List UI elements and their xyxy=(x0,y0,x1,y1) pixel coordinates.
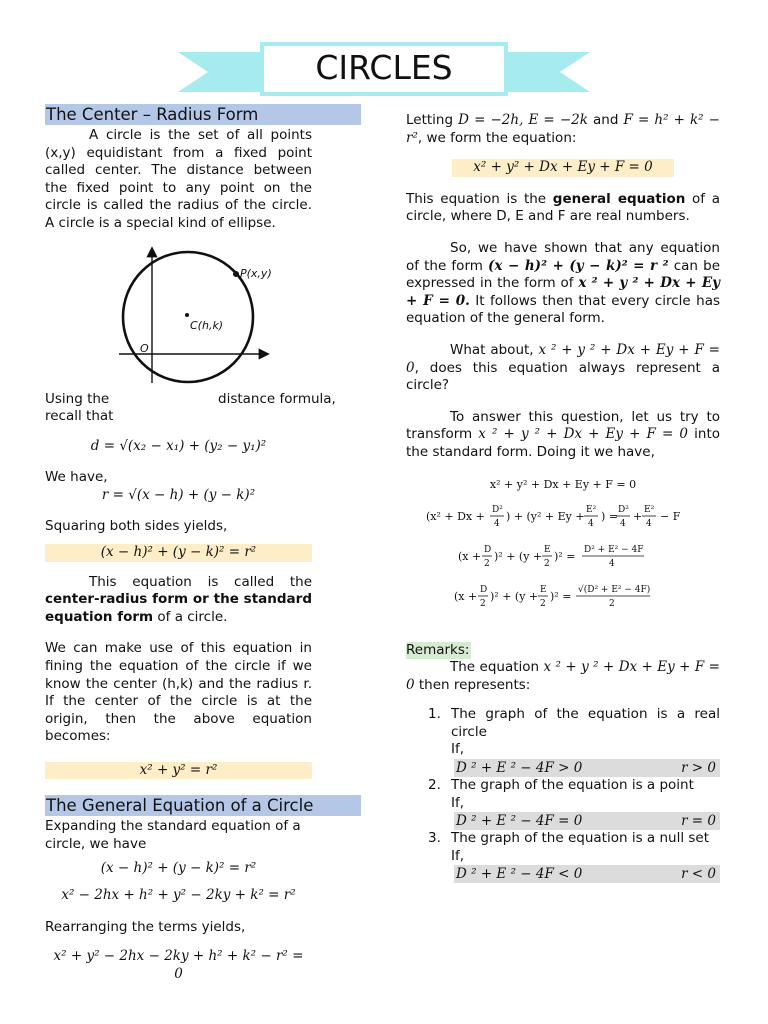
general-equation-box xyxy=(452,159,674,177)
letting-text-a: Letting xyxy=(406,112,459,128)
distance-formula: d = √(x₂ − x₁) + (y₂ − y₁)² xyxy=(90,437,267,454)
radius-formula: r = √(x − h) + (y − k)² xyxy=(101,486,256,503)
svg-text:E²: E² xyxy=(644,504,655,515)
center-label: C(h,k) xyxy=(190,318,224,332)
derivation-svg xyxy=(406,472,720,622)
item-text: The graph of the equation is a real circle xyxy=(451,706,720,740)
svg-text:)² + (y +: )² + (y + xyxy=(490,589,539,603)
what-math: x ² + y ² + Dx + Ey + F = 0 xyxy=(406,341,720,376)
answer-math: x ² + y ² + Dx + Ey + F = 0 xyxy=(478,426,689,443)
use-paragraph: We can make use of this equation in fining the equation of the circle if we know the center (h,k) and the radius r. If the center of the circle is at the origin, then the above equation becomes: xyxy=(45,640,312,745)
what-text-b: , does this equation always represent a circle? xyxy=(406,359,720,394)
list-item xyxy=(406,777,720,812)
called-text-a: This equation is called the xyxy=(89,573,312,590)
what-text-a: What about, xyxy=(450,341,539,358)
svg-text:4: 4 xyxy=(646,518,652,529)
svg-text:E²: E² xyxy=(586,504,597,515)
intro-paragraph: A circle is the set of all points (x,y) equidistant from a fixed point called center. The distance between the fixed point to any point on the circle is called the radius of the circle. A circle is a special kind of ellipse. xyxy=(45,127,312,231)
derive-line-2 xyxy=(426,505,681,529)
remark-text-a: The equation xyxy=(450,659,544,676)
svg-text:) + (y² + Ey +: ) + (y² + Ey + xyxy=(506,509,585,523)
page-title: CIRCLES xyxy=(315,48,453,87)
svg-text:D² + E² − 4F: D² + E² − 4F xyxy=(584,544,644,555)
left-column xyxy=(45,104,336,984)
called-text-bold: center-radius form or the standard equation form xyxy=(45,591,312,625)
answer-text-b: into the standard form. Doing it we have, xyxy=(406,426,720,460)
expand-equation-2: x² − 2hx + h² + y² − 2ky + k² = r² xyxy=(61,887,296,904)
derivation-figure xyxy=(406,472,720,622)
svg-text:D: D xyxy=(480,584,488,595)
svg-text:4: 4 xyxy=(588,518,594,529)
svg-text:)² =: )² = xyxy=(554,549,576,563)
letting-paragraph xyxy=(406,112,720,147)
rearranged-equation: x² + y² − 2hx − 2ky + h² + k² − r² = xyxy=(53,948,304,965)
svg-text:E: E xyxy=(540,584,547,595)
letting-and: and xyxy=(587,112,624,128)
standard-equation: (x − h)² + (y − k)² = r² xyxy=(45,544,312,562)
svg-text:D: D xyxy=(484,544,492,555)
condition-expression: D ² + E ² − 4F < 0 xyxy=(456,866,583,883)
using-text-a: Using the xyxy=(45,390,110,407)
condition-expression: D ² + E ² − 4F > 0 xyxy=(456,760,583,777)
remark-text-b: then represents: xyxy=(414,676,531,693)
svg-text:2: 2 xyxy=(480,598,486,609)
svg-text:√(D² + E² − 4F): √(D² + E² − 4F) xyxy=(578,584,651,595)
condition-expression: D ² + E ² − 4F = 0 xyxy=(456,813,583,830)
shown-text-a: So, we have shown that any equation of the form xyxy=(406,239,720,274)
remarks-label xyxy=(406,642,720,660)
item-text: The graph of the equation is a null set xyxy=(451,830,709,847)
list-item xyxy=(406,706,720,759)
condition-radius: r > 0 xyxy=(681,760,716,777)
svg-text:+: + xyxy=(633,509,643,523)
svg-text:4: 4 xyxy=(609,558,615,569)
remark-math: x ² + y ² + Dx + Ey + F = 0 xyxy=(406,659,720,693)
svg-text:(x² + Dx +: (x² + Dx + xyxy=(426,509,485,523)
shown-paragraph xyxy=(406,240,720,328)
item-number: 3. xyxy=(428,830,441,847)
item-if: If, xyxy=(451,794,465,811)
expand-text: Expanding the standard equation of a circle, we have xyxy=(45,818,301,853)
svg-text:)² + (y +: )² + (y + xyxy=(494,549,543,563)
what-about-paragraph xyxy=(406,342,720,395)
svg-text:E: E xyxy=(544,544,551,555)
circle-shape xyxy=(123,252,253,382)
item-if: If, xyxy=(451,847,465,864)
gen-text-bold: general equation xyxy=(552,190,686,207)
gen-text-a: This equation is the xyxy=(406,190,553,207)
svg-text:2: 2 xyxy=(544,558,550,569)
point-p-label: P(x,y) xyxy=(240,266,272,280)
shown-bold-2: x ² + y ² + Dx + Ey + F = 0. xyxy=(406,275,720,309)
svg-text:2: 2 xyxy=(484,558,490,569)
section-heading-center-radius: The Center – Radius Form xyxy=(45,104,361,125)
gen-text-b: of a circle, where D, E and F are real numbers. xyxy=(406,190,720,225)
condition-radius: r = 0 xyxy=(681,813,716,830)
called-text-c: of a circle. xyxy=(157,608,228,625)
title-banner xyxy=(178,40,590,100)
origin-equation: x² + y² = r² xyxy=(45,762,312,780)
svg-text:(x +: (x + xyxy=(458,549,482,563)
general-equation: x² + y² + Dx + Ey + F = 0 xyxy=(473,159,653,176)
derive-line-3 xyxy=(458,545,644,569)
list-item xyxy=(406,830,720,865)
shown-text-b: can be expressed in the form of xyxy=(406,257,720,292)
answer-text-a: To answer this question, let us try to transform xyxy=(406,408,720,443)
expand-equation-1: (x − h)² + (y − k)² = r² xyxy=(100,859,257,876)
remarks-list xyxy=(406,706,720,883)
called-paragraph xyxy=(45,574,312,627)
svg-text:) =: ) = xyxy=(601,509,619,523)
origin-label: O xyxy=(140,341,149,355)
condition-row xyxy=(454,812,720,830)
condition-row xyxy=(454,759,720,777)
circle-diagram xyxy=(45,245,312,385)
point-p-dot xyxy=(233,271,239,277)
item-number: 2. xyxy=(428,777,441,794)
letting-math-1: D = −2h, E = −2k xyxy=(458,112,588,128)
item-text: The graph of the equation is a point xyxy=(451,777,694,794)
squaring-text: Squaring both sides yields, xyxy=(45,518,228,535)
condition-row xyxy=(454,865,720,883)
shown-bold-1: (x − h)² + (y − k)² = r ² xyxy=(488,257,669,274)
svg-text:2: 2 xyxy=(609,598,615,609)
svg-text:(x +: (x + xyxy=(454,589,478,603)
svg-text:D²: D² xyxy=(492,504,503,515)
letting-text-b: , we form the equation: xyxy=(417,129,577,146)
letting-math-2: F = h² + k² − r² xyxy=(406,112,720,146)
condition-radius: r < 0 xyxy=(681,866,716,883)
svg-text:D²: D² xyxy=(618,504,629,515)
right-column xyxy=(406,112,720,883)
svg-text:4: 4 xyxy=(494,518,500,529)
using-distance-text xyxy=(45,390,336,426)
answer-paragraph xyxy=(406,409,720,462)
item-number: 1. xyxy=(428,706,441,723)
rearranged-zero: 0 xyxy=(174,966,183,983)
general-paragraph xyxy=(406,191,720,226)
svg-text:)² =: )² = xyxy=(550,589,572,603)
rearrange-text: Rearranging the terms yields, xyxy=(45,918,246,935)
using-text-b: distance formula, recall that xyxy=(45,390,336,425)
shown-text-c: It follows then that every circle has equation of the general form. xyxy=(406,292,720,327)
svg-text:2: 2 xyxy=(540,598,546,609)
derive-line-1: x² + y² + Dx + Ey + F = 0 xyxy=(489,477,637,491)
we-have-label: We have, xyxy=(45,469,108,486)
svg-text:− F: − F xyxy=(660,509,681,523)
remark-paragraph xyxy=(406,659,720,694)
svg-text:4: 4 xyxy=(620,518,626,529)
section-heading-general: The General Equation of a Circle xyxy=(45,795,361,816)
remarks-heading: Remarks: xyxy=(406,641,470,658)
item-if: If, xyxy=(451,741,465,758)
center-dot xyxy=(185,313,189,317)
derive-line-4 xyxy=(454,584,650,609)
